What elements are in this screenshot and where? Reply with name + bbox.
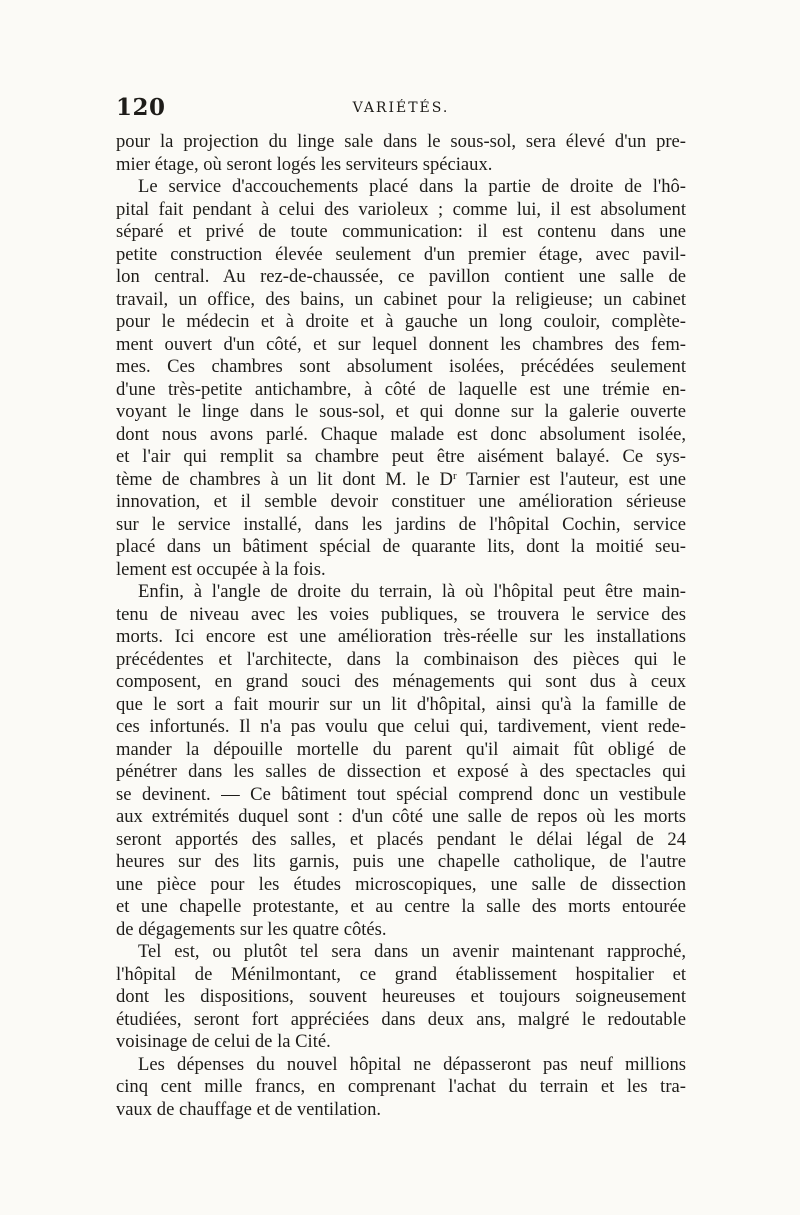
text-line: lon central. Au rez-de-chaussée, ce pavillon contient une salle de (116, 266, 686, 287)
text-line: voyant le linge dans le sous-sol, et qui donne sur la galerie ouverte (116, 401, 686, 422)
text-segment: tème de chambres à un lit dont M. le D (116, 468, 453, 490)
text-line: Enfin, à l'angle de droite du terrain, là où l'hôpital peut être main- (138, 581, 686, 602)
text-line: Le service d'accouchements placé dans la partie de droite de l'hô- (138, 176, 686, 197)
text-line: dont les dispositions, souvent heureuses et toujours soigneusement (116, 986, 686, 1007)
text-line: d'une très-petite antichambre, à côté de laquelle est une trémie en- (116, 378, 686, 400)
text-line: placé dans un bâtiment spécial de quarante lits, dont la moitié seu- (116, 536, 686, 557)
text-line: petite construction élevée seulement d'un premier étage, avec pavil- (116, 243, 686, 265)
text-line: de dégagements sur les quatre côtés. (116, 918, 387, 940)
text-line: dont nous avons parlé. Chaque malade est donc absolument isolée, (116, 423, 686, 445)
text-segment: Tarnier est l'auteur, est une (456, 468, 686, 490)
text-line: et une chapelle protestante, et au centre la salle des morts entourée (116, 896, 686, 917)
body-text (116, 131, 686, 1121)
text-line: aux extrémités duquel sont : d'un côté une salle de repos où les morts (116, 806, 686, 827)
text-line: seront apportés des salles, et placés pendant le délai légal de 24 (116, 828, 686, 850)
text-line: que le sort a fait mourir sur un lit d'hôpital, ainsi qu'à la famille de (116, 693, 686, 715)
text-line: l'hôpital de Ménilmontant, ce grand établissement hospitalier et (116, 963, 686, 985)
text-line: et l'air qui remplit sa chambre peut être aisément balayé. Ce sys- (116, 446, 686, 467)
text-line: heures sur des lits garnis, puis une chapelle catholique, de l'autre (116, 851, 686, 872)
text-line: pénétrer dans les salles de dissection et exposé à des spectacles qui (116, 761, 686, 782)
text-line: travail, un office, des bains, un cabinet pour la religieuse; un cabinet (116, 288, 686, 310)
text-line: Tel est, ou plutôt tel sera dans un avenir maintenant rapproché, (138, 941, 686, 962)
text-line: une pièce pour les études microscopiques, une salle de dissection (116, 873, 686, 895)
text-line: tenu de niveau avec les voies publiques, se trouvera le service des (116, 603, 686, 625)
text-line (116, 469, 686, 492)
text-line: mier étage, où seront logés les serviteurs spéciaux. (116, 153, 493, 175)
text-line: voisinage de celui de la Cité. (116, 1031, 331, 1052)
superscript: r (452, 469, 457, 482)
text-line: pital fait pendant à celui des varioleux ; comme lui, il est absolument (116, 198, 686, 220)
running-head (116, 94, 686, 124)
page-number: 120 (116, 94, 166, 121)
text-line: ment ouvert d'un côté, et sur lequel donnent les chambres des fem- (116, 333, 686, 355)
text-line: pour la projection du linge sale dans le sous-sol, sera élevé d'un pre- (116, 131, 686, 152)
text-line: mander la dépouille mortelle du parent qu'il aimait fût obligé de (116, 738, 686, 760)
text-line: vaux de chauffage et de ventilation. (116, 1098, 382, 1120)
text-line: innovation, et il semble devoir constituer une amélioration sérieuse (116, 491, 686, 512)
text-line: composent, en grand souci des ménagements qui sont dus à ceux (116, 671, 686, 692)
text-line: séparé et privé de toute communication: il est contenu dans une (116, 221, 686, 242)
text-line: Les dépenses du nouvel hôpital ne dépasseront pas neuf millions (138, 1053, 686, 1075)
section-title: VARIÉTÉS. (352, 100, 450, 116)
text-line: se devinent. — Ce bâtiment tout spécial comprend donc un vestibule (116, 783, 686, 805)
text-line: morts. Ici encore est une amélioration très-réelle sur les installations (116, 626, 686, 647)
text-line: précédentes et l'architecte, dans la combinaison des pièces qui le (116, 648, 686, 670)
text-line: lement est occupée à la fois. (116, 558, 326, 580)
text-line: pour le médecin et à droite et à gauche un long couloir, complète- (116, 311, 686, 332)
text-line: cinq cent mille francs, en comprenant l'achat du terrain et les tra- (116, 1076, 686, 1097)
text-line: sur le service installé, dans les jardins de l'hôpital Cochin, service (116, 513, 686, 535)
text-line: mes. Ces chambres sont absolument isolées, précédées seulement (116, 356, 686, 377)
text-line: ces infortunés. Il n'a pas voulu que celui qui, tardivement, vient rede- (116, 716, 686, 737)
text-line: étudiées, seront fort appréciées dans deux ans, malgré le redoutable (116, 1008, 686, 1030)
